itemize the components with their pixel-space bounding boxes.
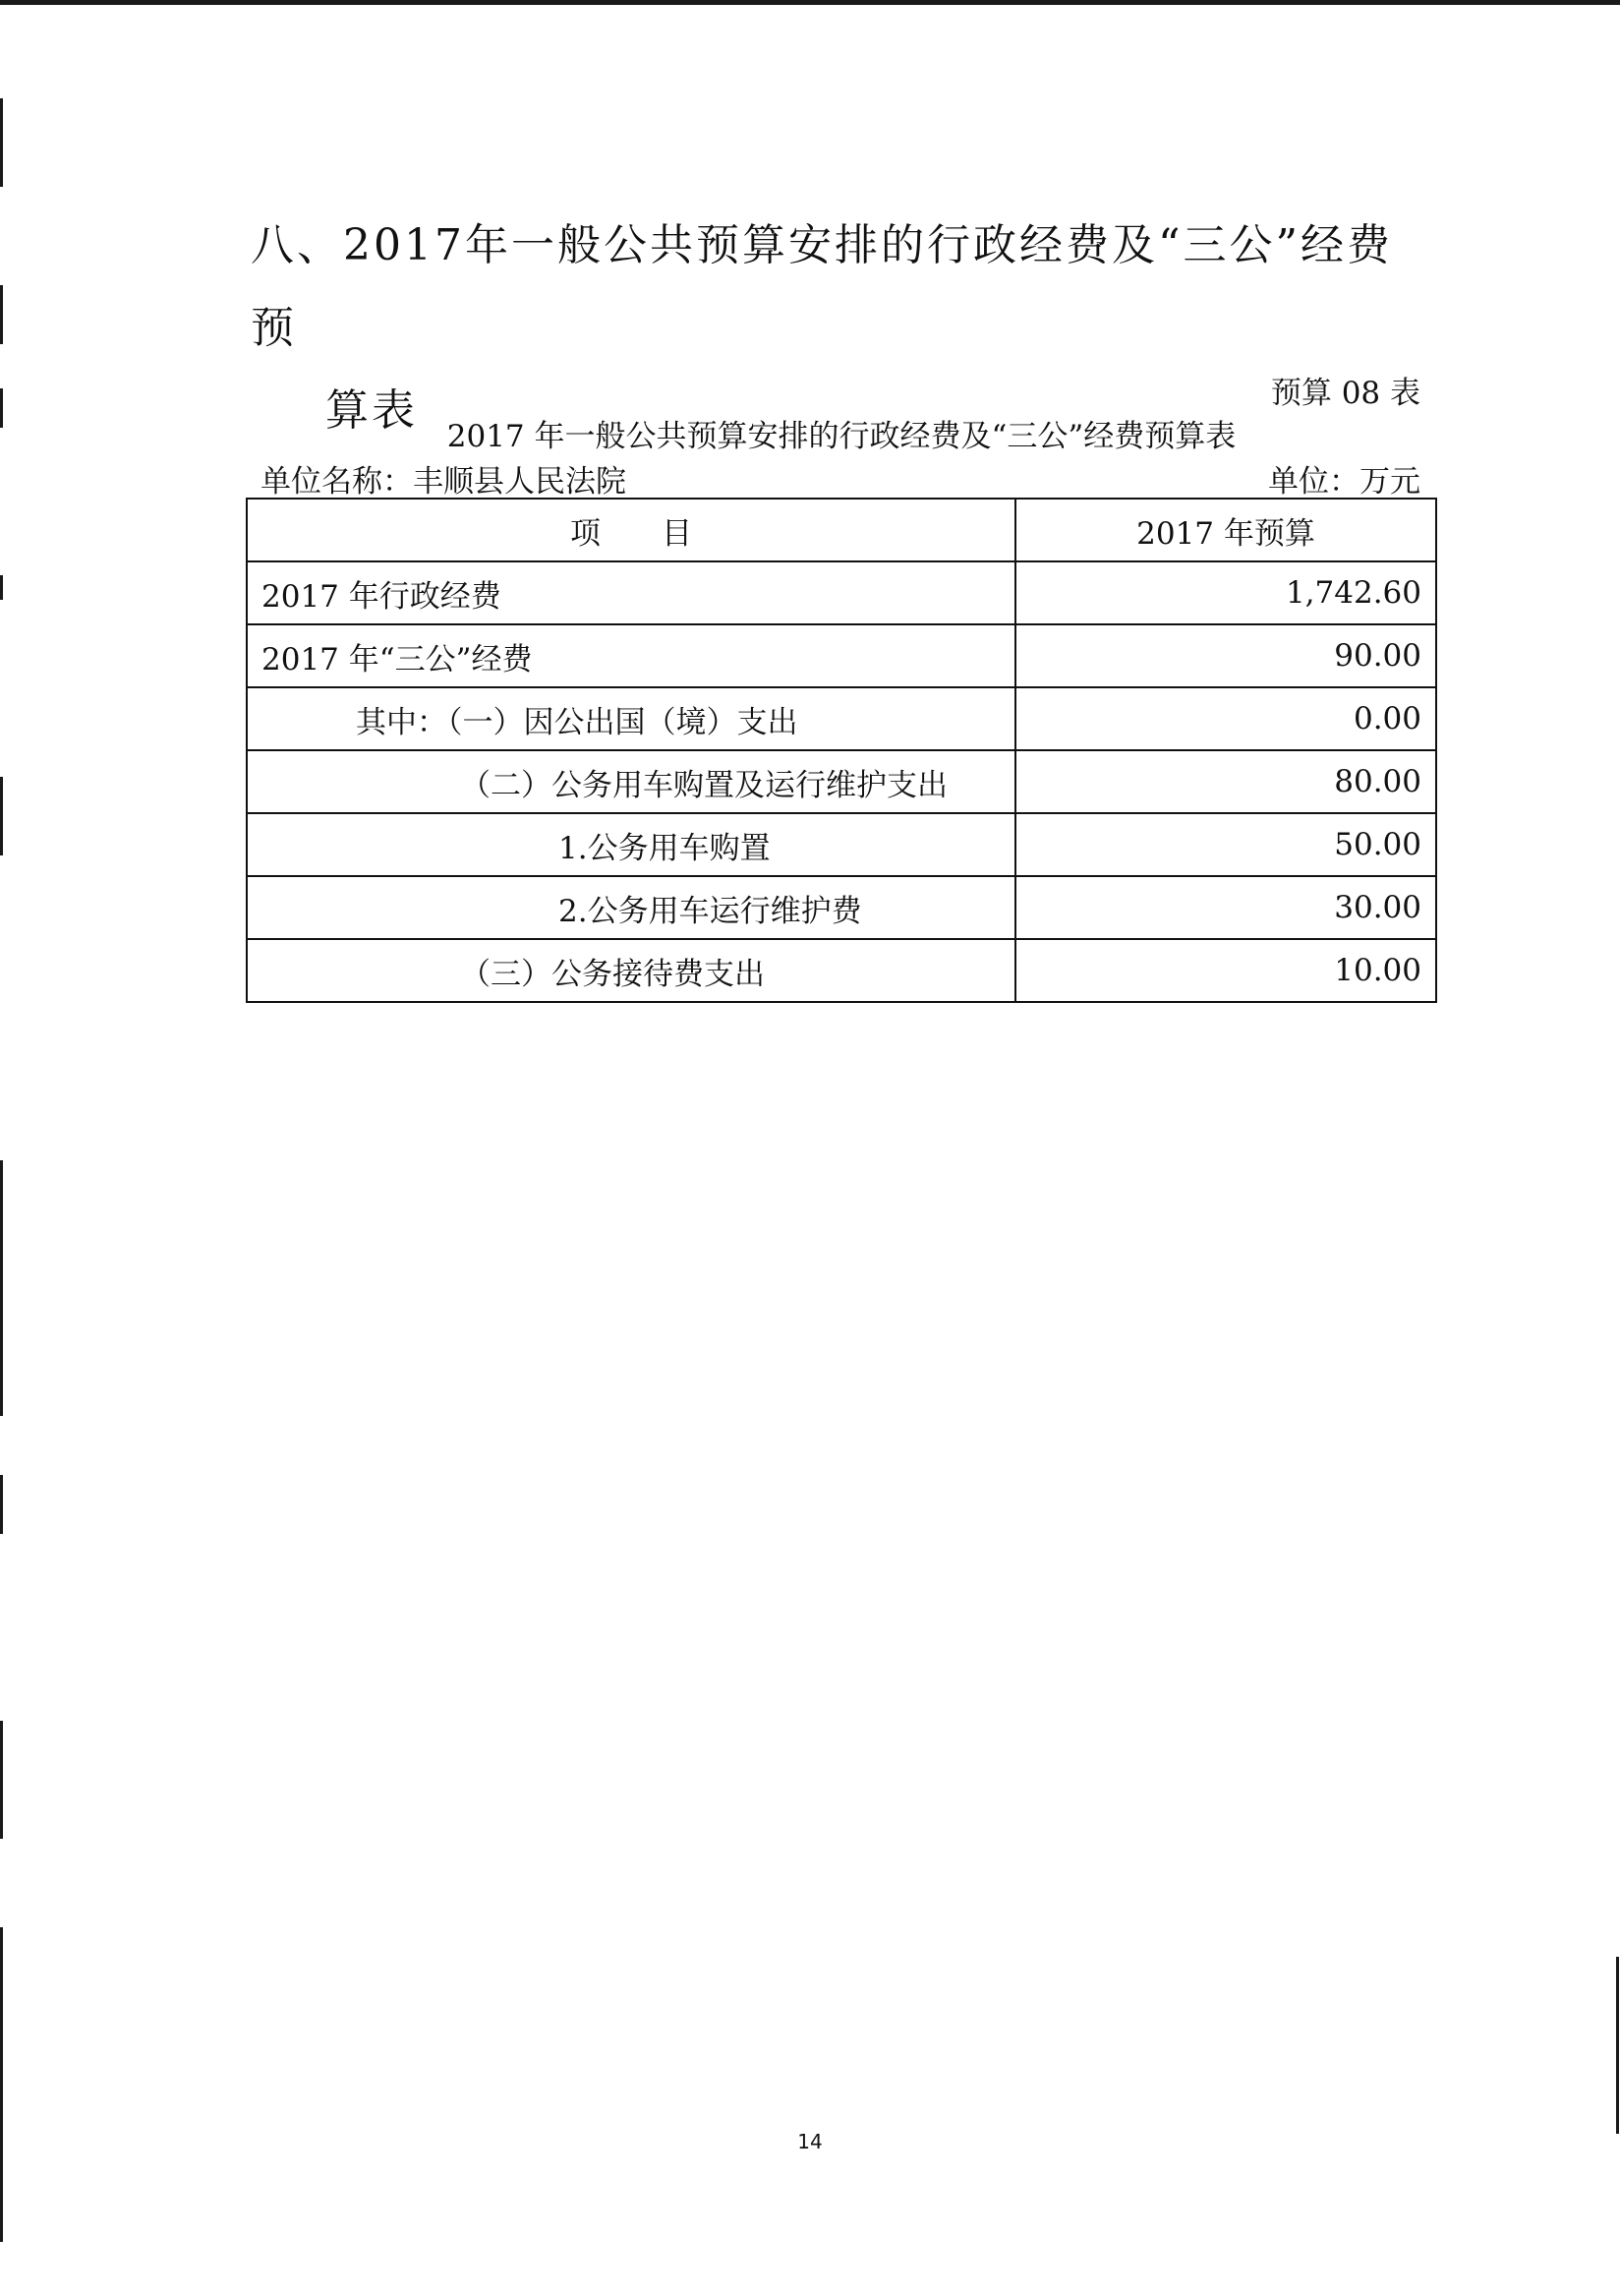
row-value: 0.00 bbox=[1015, 687, 1436, 750]
scan-mark bbox=[0, 777, 3, 855]
scan-edge-top bbox=[0, 0, 1620, 5]
scan-mark bbox=[0, 575, 3, 600]
table-row bbox=[247, 750, 1436, 813]
row-value: 50.00 bbox=[1015, 813, 1436, 876]
column-header-item: 项 目 bbox=[247, 499, 1015, 561]
scan-mark bbox=[0, 1927, 3, 2242]
row-value: 80.00 bbox=[1015, 750, 1436, 813]
row-item-label: 2017 年“三公”经费 bbox=[247, 624, 1015, 687]
table-row bbox=[247, 624, 1436, 687]
table-row bbox=[247, 687, 1436, 750]
row-item-label: 其中：（一）因公出国（境）支出 bbox=[247, 687, 1015, 750]
scan-mark bbox=[0, 98, 3, 187]
scan-mark bbox=[0, 1475, 3, 1534]
section-heading-line2: 算表 bbox=[325, 385, 418, 436]
scan-mark bbox=[0, 388, 3, 428]
scan-mark bbox=[0, 285, 3, 344]
table-number: 预算 08 表 bbox=[1270, 376, 1420, 411]
row-item-label: 2.公务用车运行维护费 bbox=[247, 876, 1015, 939]
scan-mark bbox=[1616, 1957, 1619, 2134]
row-item-label: 2017 年行政经费 bbox=[247, 561, 1015, 624]
scan-mark bbox=[0, 1721, 3, 1839]
budget-table bbox=[246, 498, 1437, 1003]
page-number: 14 bbox=[797, 2130, 823, 2153]
row-value: 30.00 bbox=[1015, 876, 1436, 939]
row-value: 10.00 bbox=[1015, 939, 1436, 1002]
table-title: 2017 年一般公共预算安排的行政经费及“三公”经费预算表 bbox=[446, 419, 1237, 454]
section-heading-line1: 八、2017年一般公共预算安排的行政经费及“三公”经费预 bbox=[251, 220, 1393, 353]
row-value: 90.00 bbox=[1015, 624, 1436, 687]
table-row bbox=[247, 813, 1436, 876]
table-row bbox=[247, 939, 1436, 1002]
column-header-budget: 2017 年预算 bbox=[1015, 499, 1436, 561]
row-item-label: 1.公务用车购置 bbox=[247, 813, 1015, 876]
table-row bbox=[247, 561, 1436, 624]
row-item-label: （三）公务接待费支出 bbox=[247, 939, 1015, 1002]
row-value: 1,742.60 bbox=[1015, 561, 1436, 624]
scan-mark bbox=[0, 1160, 3, 1416]
table-row bbox=[247, 876, 1436, 939]
unit-label: 单位：万元 bbox=[1268, 464, 1420, 500]
row-item-label: （二）公务用车购置及运行维护支出 bbox=[247, 750, 1015, 813]
table-header-row bbox=[247, 499, 1436, 561]
unit-name: 单位名称：丰顺县人民法院 bbox=[260, 464, 626, 500]
